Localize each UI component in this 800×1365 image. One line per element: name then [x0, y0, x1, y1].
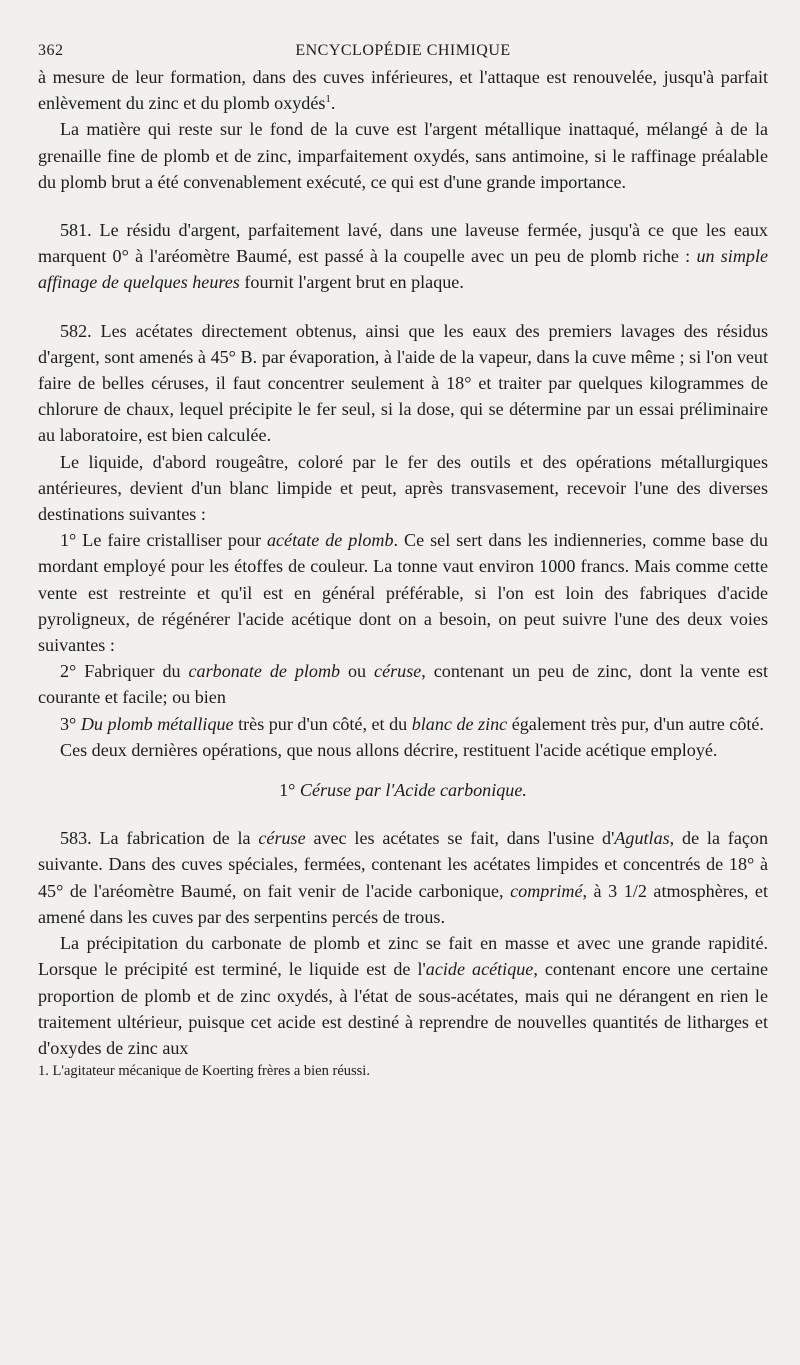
- page: [38, 42, 768, 1081]
- page-header: [38, 42, 768, 64]
- list-item-1: [38, 527, 768, 658]
- section-title: [38, 777, 768, 803]
- paragraph-text: , à 3 1/2 atmosphères, et amené dans les cuves par des serpentins percés de trous.: [38, 880, 768, 927]
- paragraph-text: , de la façon suivante. Dans des cuves spéciales, fermées, contenant les acétates limpides et concentrés de 18° à 45° de l'aréomètre Baumé, on fait venir de l'acide carbonique,: [38, 828, 768, 901]
- paragraph-text: 2° Fabriquer du: [60, 661, 189, 682]
- paragraph-582: [38, 318, 768, 449]
- paragraph-text: 1° Le faire cristalliser pour: [60, 530, 267, 551]
- paragraph-italic: un simple affinage de quelques heures: [38, 246, 768, 293]
- paragraph-text: Le résidu d'argent, parfaitement lavé, dans une laveuse fermée, jusqu'à ce que les eaux marquent 0° à l'aréomètre Baumé, est passé à la coupelle avec un peu de plomb riche :: [38, 220, 768, 267]
- paragraph-text: Les acétates directement obtenus, ainsi que les eaux des premiers lavages des résidus d'argent, sont amenés à 45° B. par évaporation, à l'aide de la vapeur, dans la cuve même ; si l'on veut faire de belles céruses, il faut concentrer seulement à 18° et traiter par quelques kilogrammes de chlorure de chaux, lequel précipite le fer seul, si la dose, qui se détermine par un essai préliminaire au laboratoire, est bien calculée.: [38, 320, 768, 446]
- footnote: [38, 1061, 768, 1081]
- paragraph-number: 581.: [60, 220, 92, 241]
- paragraph-italic: céruse: [374, 661, 422, 682]
- paragraph-residue: La matière qui reste sur le fond de la cuve est l'argent métallique inattaqué, mélangé à de la grenaille fine de plomb et de zinc, imparfaitement oxydés, sans antimoine, si le raffinage préalable du plomb brut a été convenablement exécuté, ce qui est d'une grande importance.: [38, 119, 768, 192]
- paragraph-text: La fabrication de la: [99, 828, 259, 849]
- paragraph-text: fournit l'argent brut en plaque.: [239, 272, 464, 293]
- paragraph-text: avec les acétates se fait, dans l'usine d': [305, 828, 615, 849]
- paragraph-ces: Ces deux dernières opérations, que nous allons décrire, restituent l'acide acétique employé.: [60, 739, 718, 760]
- paragraph-text: 3°: [60, 713, 81, 734]
- paragraph-italic: acétate de plomb: [266, 530, 394, 551]
- paragraph-text: ou: [340, 661, 375, 682]
- paragraph-text: à mesure de leur formation, dans des cuves inférieures, et l'attaque est renouvelée, jusqu'à parfait enlèvement du zinc et du plomb oxydés: [38, 67, 768, 114]
- paragraph-text: , contenant encore une certaine proportion de plomb et de zinc oxydés, à l'état de sous-acétates, mais qui ne dérangent en rien le traitement ultérieur, puisque cet acide est destiné à reprendre de nouvelles quantités de litharges et d'oxydes de zinc aux: [38, 959, 768, 1058]
- paragraph-italic: céruse: [258, 828, 306, 849]
- paragraph-number: 582.: [60, 320, 92, 341]
- paragraph-precipitation: [38, 930, 768, 1061]
- section-title-text: Céruse par l'Acide carbonique.: [299, 780, 527, 801]
- paragraph-number: 583.: [60, 828, 92, 849]
- paragraph-liquide: Le liquide, d'abord rougeâtre, coloré par le fer des outils et des opérations métallurgiques antérieures, devient d'un blanc limpide et peut, après transvasement, recevoir l'une des diverses destinations suivantes :: [38, 451, 768, 525]
- section-number: 1°: [279, 780, 300, 801]
- paragraph-text: .: [330, 93, 336, 114]
- page-body: [38, 64, 768, 1081]
- paragraph-text: La précipitation du carbonate de plomb et zinc se fait en masse et avec une grande rapidité. Lorsque le précipité est terminé, le liquide est de l': [38, 933, 768, 980]
- footnote-text: L'agitateur mécanique de Koerting frères a bien réussi.: [48, 1063, 370, 1080]
- list-item-3: [38, 711, 768, 737]
- footnote-reference: 1: [325, 93, 331, 106]
- paragraph-italic: carbonate de plomb: [188, 661, 341, 682]
- paragraph-text: . Ce sel sert dans les indienneries, comme base du mordant employé pour les étoffes de couleur. La tonne vaut environ 1000 francs. Mais comme cette vente est restreinte et qu'il est en général préférable, si l'on est loin des fabriques d'acide pyroligneux, de régénérer l'acide acétique dont on a besoin, on peut suivre l'une des deux voies suivantes :: [38, 530, 768, 656]
- paragraph-581: [38, 217, 768, 296]
- page-number: 362: [38, 42, 64, 59]
- paragraph-italic: comprimé: [510, 880, 583, 901]
- paragraph-italic: Agutlas: [614, 828, 670, 849]
- paragraph-italic: Du plomb métallique: [80, 713, 234, 734]
- running-title: ENCYCLOPÉDIE CHIMIQUE: [295, 42, 511, 59]
- paragraph-583: [38, 825, 768, 930]
- footnote-marker: 1.: [38, 1063, 49, 1080]
- list-item-2: [38, 658, 768, 710]
- paragraph-italic: acide acétique: [425, 959, 534, 980]
- paragraph-continued: [38, 64, 768, 116]
- paragraph-text: également très pur, d'un autre côté.: [507, 713, 764, 734]
- paragraph-text: , contenant un peu de zinc, dont la vente est courante et facile; ou bien: [38, 661, 769, 708]
- paragraph-italic: blanc de zinc: [411, 713, 508, 734]
- paragraph-text: très pur d'un côté, et du: [233, 713, 412, 734]
